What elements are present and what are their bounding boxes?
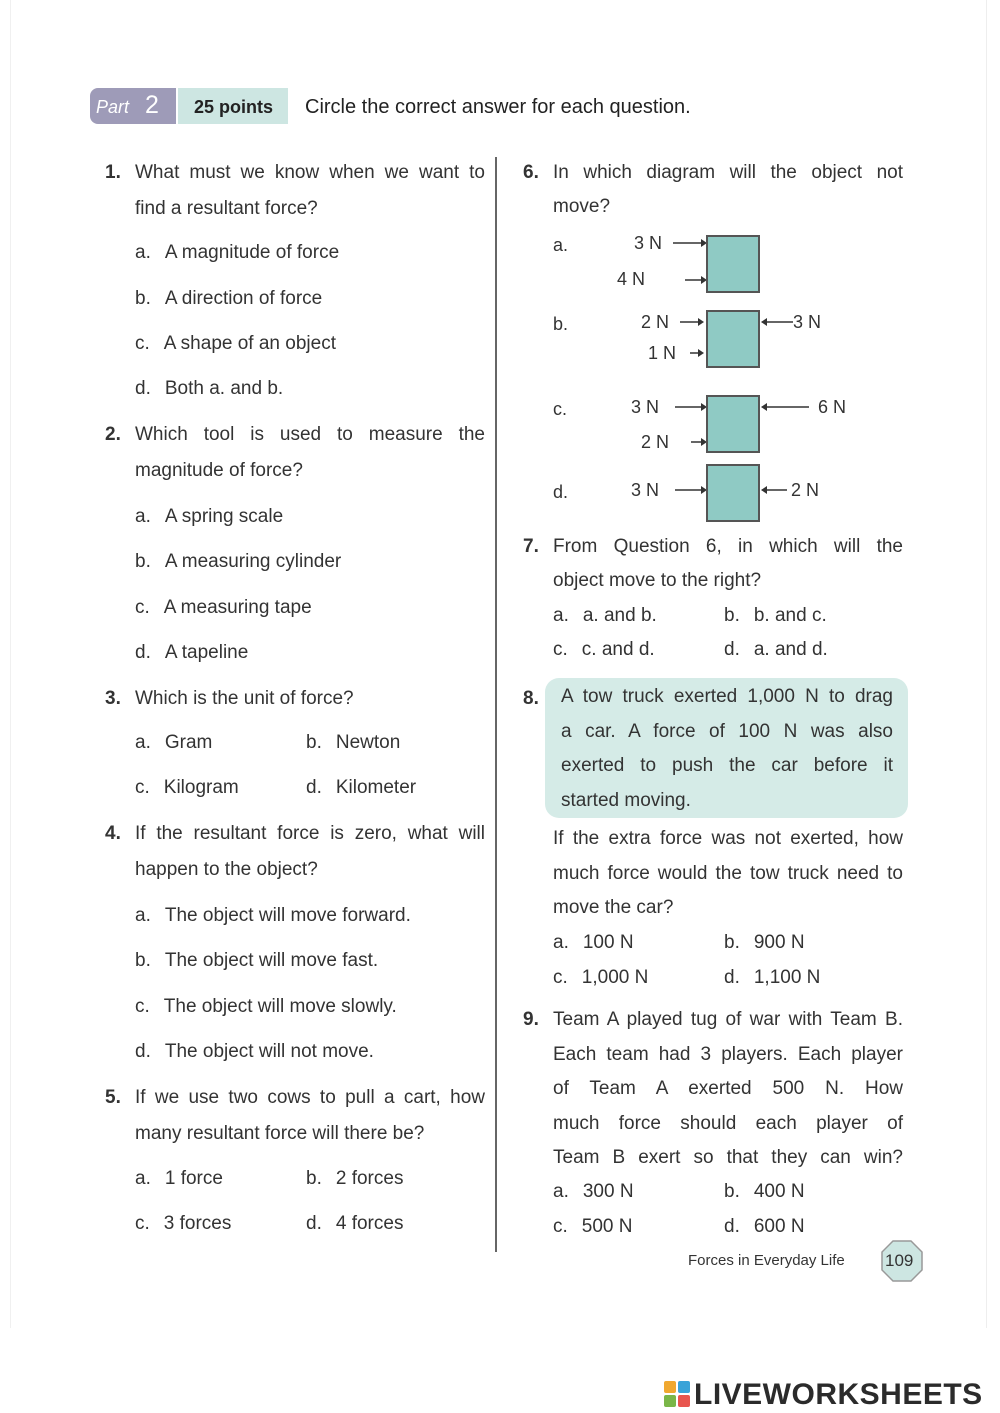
option-8c[interactable]	[553, 967, 648, 989]
question-number: 7.	[523, 536, 539, 557]
option-text: a. and b.	[582, 605, 657, 626]
question-7	[523, 530, 903, 598]
option-letter: a.	[135, 506, 151, 527]
question-8-text	[553, 822, 903, 926]
question-text: move the car?	[553, 897, 674, 918]
question-text: Which is the unit of force?	[135, 688, 354, 709]
diagram-d[interactable]	[553, 464, 853, 524]
option-letter: d.	[724, 639, 740, 660]
option-5c[interactable]	[135, 1213, 231, 1235]
force-label: 2 N	[791, 480, 820, 500]
question-5	[105, 1080, 485, 1152]
option-text: A spring scale	[164, 506, 284, 527]
object-box	[706, 464, 760, 522]
option-2a[interactable]	[135, 506, 283, 528]
scenario-text: started moving.	[561, 789, 691, 811]
question-text: of Team A exerted 500 N. How	[553, 1078, 903, 1099]
option-1b[interactable]	[135, 288, 322, 310]
brand-wordmark[interactable]: LIVEWORKSHEETS	[694, 1378, 983, 1411]
option-7c[interactable]	[553, 639, 655, 661]
option-text: A shape of an object	[163, 333, 336, 354]
option-text: c. and d.	[581, 639, 655, 660]
option-3d[interactable]	[306, 777, 416, 799]
object-box	[706, 395, 760, 453]
question-6	[523, 155, 903, 223]
question-number: 6.	[523, 162, 539, 183]
force-label: 6 N	[818, 397, 847, 417]
question-text: If we use two cows to pull a cart, how	[135, 1087, 485, 1108]
option-text: 900 N	[753, 932, 805, 953]
option-letter: c.	[135, 996, 150, 1017]
question-text: many resultant force will there be?	[135, 1123, 425, 1144]
question-number: 2.	[105, 424, 121, 445]
arrow-right-side	[759, 478, 793, 508]
option-text: 1,100 N	[753, 967, 821, 988]
question-number: 1.	[105, 162, 121, 183]
force-label: 3 N	[634, 233, 663, 253]
column-divider	[495, 157, 497, 1252]
option-text: A direction of force	[164, 288, 323, 309]
option-text: Gram	[164, 732, 213, 753]
option-8b[interactable]	[724, 932, 805, 954]
question-number: 8.	[523, 688, 539, 709]
question-text: magnitude of force?	[135, 460, 303, 481]
diagram-b[interactable]	[553, 310, 853, 370]
option-text: 4 forces	[335, 1213, 404, 1234]
question-text: object move to the right?	[553, 570, 762, 591]
option-4a[interactable]	[135, 905, 411, 927]
option-9b[interactable]	[724, 1181, 805, 1203]
option-text: 1,000 N	[581, 967, 649, 988]
question-4	[105, 816, 485, 888]
option-letter: a.	[553, 605, 569, 626]
option-4d[interactable]	[135, 1041, 374, 1063]
part-number: 2	[145, 91, 159, 119]
option-7b[interactable]	[724, 605, 827, 627]
option-text: A measuring tape	[163, 597, 312, 618]
force-label: 4 N	[617, 269, 646, 289]
option-letter: b.	[135, 950, 151, 971]
question-9	[523, 1003, 903, 1176]
option-text: A measuring cylinder	[164, 551, 342, 572]
option-7a[interactable]	[553, 605, 657, 627]
force-label: 1 N	[648, 343, 677, 363]
option-3c[interactable]	[135, 777, 239, 799]
option-letter: b.	[306, 1168, 322, 1189]
option-letter: c.	[553, 639, 568, 660]
instruction: Circle the correct answer for each question.	[305, 96, 691, 118]
option-text: The object will move fast.	[164, 950, 379, 971]
option-7d[interactable]	[724, 639, 828, 661]
question-text: Team A played tug of war with Team B.	[553, 1009, 903, 1030]
option-text: 300 N	[582, 1181, 634, 1202]
option-5a[interactable]	[135, 1168, 223, 1190]
option-8a[interactable]	[553, 932, 634, 954]
question-text: From Question 6, in which will the	[553, 536, 903, 557]
option-text: Newton	[335, 732, 401, 753]
option-8d[interactable]	[724, 967, 820, 989]
option-text: 2 forces	[335, 1168, 404, 1189]
part-badge	[90, 88, 176, 124]
question-number: 3.	[105, 688, 121, 709]
question-number: 5.	[105, 1087, 121, 1108]
option-4c[interactable]	[135, 996, 397, 1018]
option-5d[interactable]	[306, 1213, 403, 1235]
option-text: a. and d.	[753, 639, 828, 660]
question-text: much force should each player of	[553, 1112, 903, 1134]
option-letter: d.	[306, 1213, 322, 1234]
option-letter: d.	[724, 1216, 740, 1237]
object-box	[706, 310, 760, 368]
option-9d[interactable]	[724, 1216, 805, 1238]
option-letter: b.	[724, 932, 740, 953]
arrow-left-side	[671, 478, 711, 508]
option-letter: d.	[135, 642, 151, 663]
option-3b[interactable]	[306, 732, 400, 754]
scenario-text: A tow truck exerted 1,000 N to drag	[561, 686, 893, 707]
option-text: The object will not move.	[164, 1041, 374, 1062]
option-text: Kilogram	[163, 777, 239, 798]
option-text: 400 N	[753, 1181, 805, 1202]
arrow-right-side	[759, 395, 815, 425]
option-letter: b.	[306, 732, 322, 753]
option-1c[interactable]	[135, 333, 336, 355]
option-text: 1 force	[164, 1168, 223, 1189]
option-letter: c.	[553, 967, 568, 988]
option-letter: a.	[553, 1181, 569, 1202]
option-1d[interactable]	[135, 378, 283, 400]
option-text: The object will move slowly.	[163, 996, 397, 1017]
option-letter: c.	[135, 333, 150, 354]
option-1a[interactable]	[135, 242, 339, 264]
option-9c[interactable]	[553, 1216, 632, 1238]
option-2c[interactable]	[135, 597, 312, 619]
question-text: find a resultant force?	[135, 198, 318, 219]
force-label: 2 N	[641, 312, 670, 332]
diagram-letter: a.	[553, 235, 569, 255]
option-letter: b.	[135, 551, 151, 572]
option-text: A tapeline	[164, 642, 249, 663]
option-letter: d.	[135, 378, 151, 399]
question-text: move?	[553, 196, 611, 217]
option-9a[interactable]	[553, 1181, 634, 1203]
scenario-text: a car. A force of 100 N was also	[561, 720, 893, 742]
option-text: Kilometer	[335, 777, 417, 798]
question-text: In which diagram will the object not	[553, 162, 903, 183]
question-text: If the extra force was not exerted, how	[553, 828, 903, 849]
arrows-left	[678, 310, 708, 370]
force-label: 3 N	[631, 397, 660, 417]
diagram-letter: d.	[553, 482, 569, 502]
question-text: Team B exert so that they can win?	[553, 1147, 903, 1168]
option-text: 3 forces	[163, 1213, 232, 1234]
option-2d[interactable]	[135, 642, 248, 664]
diagram-a[interactable]	[553, 233, 853, 293]
option-letter: c.	[135, 597, 150, 618]
points-label: 25 points	[194, 97, 274, 117]
question-number: 4.	[105, 823, 121, 844]
option-text: 500 N	[581, 1216, 633, 1237]
question-text: Which tool is used to measure the	[135, 424, 485, 445]
points-badge	[178, 88, 288, 124]
option-3a[interactable]	[135, 732, 212, 754]
part-word: Part	[96, 97, 130, 117]
question-text: much force would the tow truck need to	[553, 862, 903, 884]
question-number: 9.	[523, 1009, 539, 1030]
option-letter: b.	[135, 288, 151, 309]
option-letter: d.	[135, 1041, 151, 1062]
page-number-badge	[880, 1239, 924, 1283]
arrows-left	[671, 395, 711, 455]
option-text: 600 N	[753, 1216, 805, 1237]
question-1	[105, 155, 485, 227]
option-letter: c.	[135, 777, 150, 798]
question-3	[105, 681, 485, 717]
option-letter: b.	[724, 605, 740, 626]
option-text: Both a. and b.	[164, 378, 284, 399]
option-5b[interactable]	[306, 1168, 403, 1190]
option-letter: a.	[135, 242, 151, 263]
question-text: What must we know when we want to	[135, 162, 485, 183]
diagram-letter: c.	[553, 399, 568, 419]
object-box	[706, 235, 760, 293]
page-number: 109	[885, 1251, 914, 1270]
force-label: 3 N	[631, 480, 660, 500]
force-label: 2 N	[641, 432, 670, 452]
question-8-scenario	[561, 680, 893, 818]
question-text: If the resultant force is zero, what will	[135, 823, 485, 844]
option-letter: a.	[553, 932, 569, 953]
chapter-title: Forces in Everyday Life	[688, 1252, 845, 1269]
option-text: The object will move forward.	[164, 905, 411, 926]
option-text: 100 N	[582, 932, 634, 953]
option-2b[interactable]	[135, 551, 341, 573]
question-text: happen to the object?	[135, 859, 318, 880]
option-letter: d.	[306, 777, 322, 798]
option-letter: d.	[724, 967, 740, 988]
option-text: A magnitude of force	[164, 242, 340, 263]
option-4b[interactable]	[135, 950, 378, 972]
option-letter: a.	[135, 732, 151, 753]
arrows-left	[671, 233, 711, 293]
diagram-c[interactable]	[553, 395, 873, 455]
option-letter: b.	[724, 1181, 740, 1202]
scenario-text: exerted to push the car before it	[561, 755, 893, 776]
option-letter: a.	[135, 1168, 151, 1189]
option-letter: c.	[135, 1213, 150, 1234]
diagram-letter: b.	[553, 314, 569, 334]
option-letter: c.	[553, 1216, 568, 1237]
question-text: Each team had 3 players. Each player	[553, 1043, 903, 1065]
force-label: 3 N	[793, 312, 822, 332]
question-2	[105, 417, 485, 489]
liveworksheets-logo-icon	[664, 1381, 690, 1407]
option-letter: a.	[135, 905, 151, 926]
option-text: b. and c.	[753, 605, 827, 626]
